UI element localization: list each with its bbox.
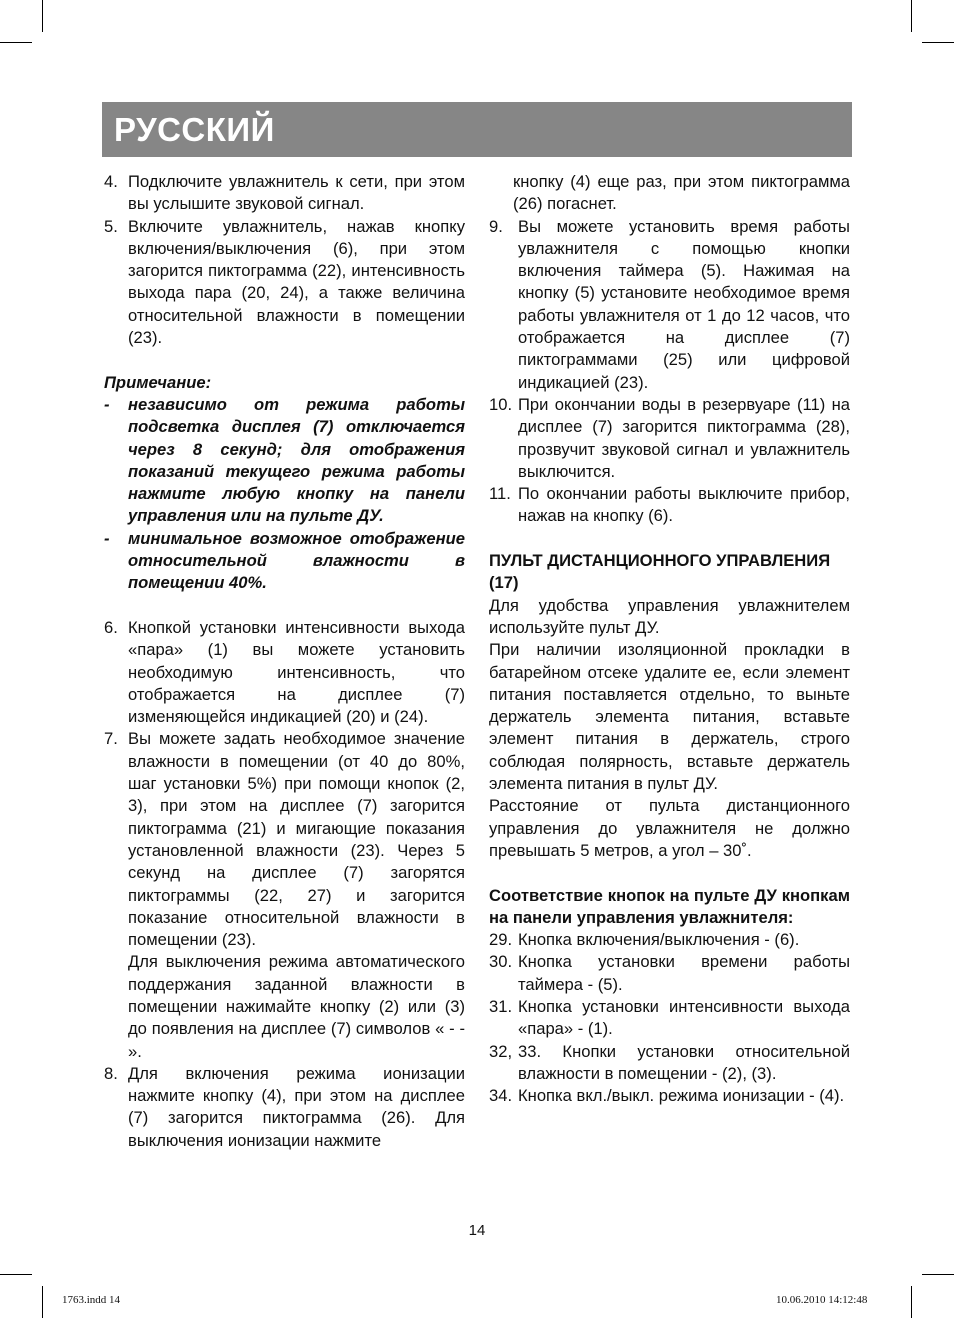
list-item xyxy=(489,1085,850,1107)
paragraph: Для удобства управления увлажнителем используйте пульт ДУ. xyxy=(489,595,850,637)
paragraph: Расстояние от пульта дистанционного управления до увлажнителя не должно превышать 5 метров, а угол – 30˚. xyxy=(489,796,850,860)
item-text: Кнопка установки интенсивности выхода «пара» - (1). xyxy=(518,996,850,1039)
slug-datetime: 10.06.2010 14:12:48 xyxy=(776,1294,868,1306)
note-text: минимальное возможное отображение относительной влажности в помещении 40%. xyxy=(128,528,465,593)
list-item xyxy=(489,996,850,1041)
item-number: 31. xyxy=(489,996,513,1016)
item-number: 34. xyxy=(489,1086,513,1106)
list-item xyxy=(489,483,850,528)
item-text: Вы можете установить время работы увлажнителя с помощью кнопки включения таймера (5). Нажимая на кнопку (5) установите необходимое время работы увлажнителя от 1 до 12 часов, что отображается на дисплее (7) пиктограммами (25) или цифровой индикацией (23). xyxy=(518,216,850,392)
crop-mark xyxy=(42,1286,43,1318)
item-text: Для выключения режима автоматического поддержания заданной влажности в помещении нажимайте кнопку (2) или (3) до появления на дисплее (7) символов « - - ». xyxy=(128,952,465,1061)
list-item xyxy=(104,617,465,728)
note-title: Примечание: xyxy=(104,372,212,392)
crop-mark xyxy=(911,0,912,32)
crop-mark xyxy=(911,1286,912,1318)
item-text: Кнопкой установки интенсивности выхода «пара» (1) вы можете установить необходимую интенсивность, что отображается на дисплее (7) изменяющейся индикацией (20) и (24). xyxy=(128,617,465,727)
slug-file: 1763.indd 14 xyxy=(62,1294,121,1306)
list-item xyxy=(489,1041,850,1086)
note-dash: - xyxy=(104,528,110,548)
item-number: 30. xyxy=(489,952,513,972)
item-text: При окончании воды в резервуаре (11) на дисплее (7) загорится пиктограмма (28), прозвучит звуковой сигнал и увлажнитель выключится. xyxy=(518,394,850,481)
item-text: кнопку (4) еще раз, при этом пиктограмма (26) погаснет. xyxy=(513,172,850,214)
left-column xyxy=(104,171,465,1152)
item-number: 8. xyxy=(104,1063,118,1083)
item-text: Кнопка включения/выключения - (6). xyxy=(518,930,800,950)
crop-mark xyxy=(0,1274,32,1275)
crop-mark xyxy=(922,42,954,43)
item-text: Вы можете задать необходимое значение влажности в помещении (от 40 до 80%, шаг установки 5%) при помощи кнопок (2, 3), при этом на дисплее (7) загорится пиктограмма (21) и мигающие показания установленной влажности (23). Через 5 секунд на дисплее (7) загорятся пиктограммы (22, 27) и загорится показание относительной влажности в помещении (23). xyxy=(128,729,465,950)
list-item xyxy=(489,951,850,996)
list-item xyxy=(489,216,850,394)
list-item xyxy=(104,171,465,216)
item-number: 9. xyxy=(489,216,503,236)
item-number: 6. xyxy=(104,617,118,637)
item-text: Включите увлажнитель, нажав кнопку включения/выключения (6), при этом загорится пиктограмма (22), интенсивность выхода пара (20, 24), а также величина относительной влажности в помещении (23). xyxy=(128,216,465,348)
list-item xyxy=(104,1063,465,1152)
item-text: Кнопка установки времени работы таймера - (5). xyxy=(518,952,850,994)
item-number: 5. xyxy=(104,216,118,236)
list-item xyxy=(104,728,465,1062)
section-title: ПУЛЬТ ДИСТАНЦИОННОГО УПРАВЛЕНИЯ (17) xyxy=(489,551,831,593)
list-item xyxy=(104,216,465,350)
note-dash: - xyxy=(104,394,110,414)
list-item xyxy=(489,929,850,951)
language-title: РУССКИЙ xyxy=(114,111,275,148)
item-number: 32, xyxy=(489,1041,513,1061)
item-text: По окончании работы выключите прибор, нажав на кнопку (6). xyxy=(518,484,850,526)
item-text: 33. Кнопки установки относительной влажности в помещении - (2), (3). xyxy=(518,1041,850,1083)
item-number: 29. xyxy=(489,930,513,950)
note-item xyxy=(104,528,465,595)
item-number: 11. xyxy=(489,484,511,504)
crop-mark xyxy=(42,0,43,32)
note-text: независимо от режима работы подсветка дисплея (7) отключается через 8 секунд; для отображения показаний текущего режима работы нажмите любую кнопку на панели управления или на пульте ДУ. xyxy=(128,394,465,526)
note-item xyxy=(104,394,465,528)
list-item-continuation xyxy=(489,171,850,216)
list-item xyxy=(489,394,850,483)
item-text: Подключите увлажнитель к сети, при этом вы услышите звуковой сигнал. xyxy=(128,172,465,214)
language-header-bar xyxy=(102,102,852,157)
item-text: Для включения режима ионизации нажмите кнопку (4), при этом на дисплее (7) загорится пиктограмма (26). Для выключения ионизации нажмите xyxy=(128,1063,465,1150)
crop-mark xyxy=(0,42,32,43)
crop-mark xyxy=(922,1274,954,1275)
section-subtitle: Соответствие кнопок на пульте ДУ кнопкам на панели управления увлажнителя: xyxy=(489,885,850,927)
item-text: Кнопка вкл./выкл. режима ионизации - (4). xyxy=(518,1086,845,1106)
item-number: 4. xyxy=(104,172,118,191)
page-number: 14 xyxy=(468,1222,486,1239)
item-number: 7. xyxy=(104,729,118,749)
right-column xyxy=(489,171,850,1107)
item-number: 10. xyxy=(489,394,513,414)
paragraph: При наличии изоляционной прокладки в батарейном отсеке удалите ее, если элемент питания поставляется отдельно, то выньте держатель элемента питания, вставьте элемент питания в держатель, строго соблюдая полярность, вставьте держатель элемента питания в пульт ДУ. xyxy=(489,640,850,794)
